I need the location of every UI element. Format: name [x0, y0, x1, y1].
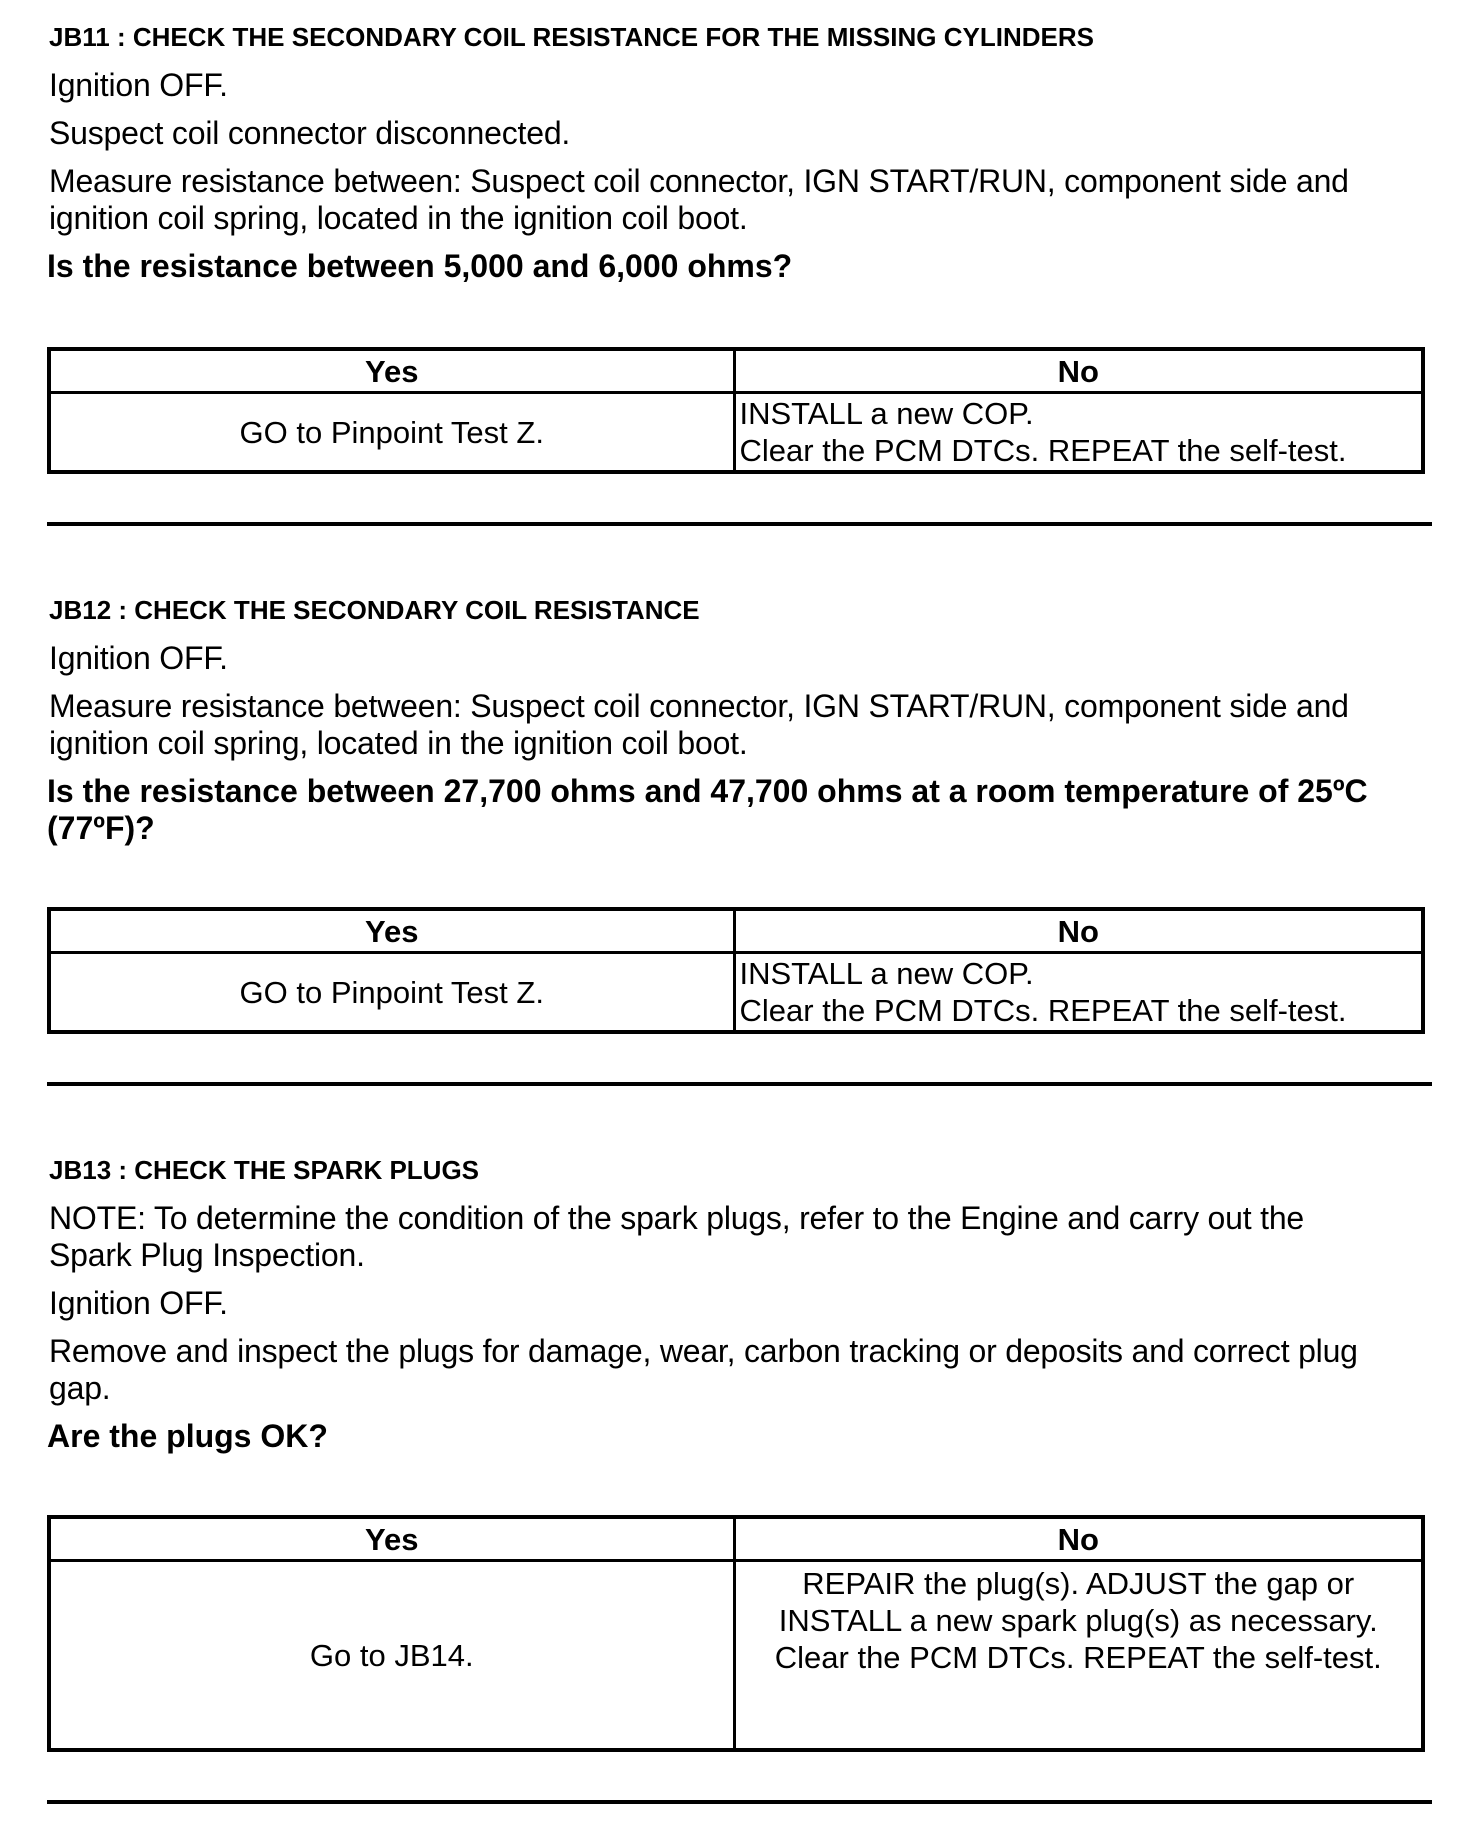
- table-row: [49, 393, 1423, 473]
- no-column-header: No: [734, 1517, 1423, 1561]
- table-header-row: [49, 1517, 1423, 1561]
- no-action-line: REPAIR the plug(s). ADJUST the gap or: [802, 1566, 1355, 1601]
- section-jb12: [47, 595, 1432, 847]
- test-question: Are the plugs OK?: [47, 1418, 328, 1454]
- test-question: Is the resistance between 5,000 and 6,000 ohms?: [47, 248, 793, 284]
- no-action-cell: [734, 953, 1423, 1033]
- yes-column-header: Yes: [49, 909, 734, 953]
- no-column-header: No: [734, 349, 1423, 393]
- section-jb11: [47, 22, 1432, 285]
- test-question: Is the resistance between 27,700 ohms and 47,700 ohms at a room temperature of 25ºC (77ºF)?: [47, 773, 1368, 846]
- yes-column-header: Yes: [49, 1517, 734, 1561]
- no-action-cell: [734, 393, 1423, 473]
- section-divider: [47, 1082, 1432, 1086]
- no-action-line: INSTALL a new spark plug(s) as necessary.: [778, 1603, 1378, 1638]
- table-row: [49, 953, 1423, 1033]
- instruction-paragraph: Ignition OFF.: [49, 67, 228, 103]
- note-paragraph: NOTE: To determine the condition of the spark plugs, refer to the Engine and carry out the Spark Plug Inspection.: [49, 1200, 1305, 1273]
- decision-table-jb11: [47, 347, 1425, 474]
- yes-column-header: Yes: [49, 349, 734, 393]
- no-action-line: INSTALL a new COP.: [739, 396, 1034, 431]
- instruction-paragraph: Suspect coil connector disconnected.: [49, 115, 571, 151]
- table-header-row: [49, 909, 1423, 953]
- yes-action-cell: GO to Pinpoint Test Z.: [49, 953, 734, 1033]
- instruction-paragraph: Measure resistance between: Suspect coil connector, IGN START/RUN, component side and ignition coil spring, located in the ignition coil boot.: [49, 163, 1349, 236]
- instruction-paragraph: Ignition OFF.: [49, 640, 228, 676]
- section-heading: JB11 : CHECK THE SECONDARY COIL RESISTANCE FOR THE MISSING CYLINDERS: [49, 22, 1094, 52]
- instruction-paragraph: Ignition OFF.: [49, 1285, 228, 1321]
- decision-table-jb13: [47, 1515, 1425, 1752]
- decision-table-jb12: [47, 907, 1425, 1034]
- section-heading: JB12 : CHECK THE SECONDARY COIL RESISTANCE: [49, 595, 700, 625]
- no-action-line: INSTALL a new COP.: [739, 956, 1034, 991]
- table-header-row: [49, 349, 1423, 393]
- section-divider: [47, 1800, 1432, 1804]
- yes-action-cell: Go to JB14.: [49, 1561, 734, 1751]
- no-action-line: Clear the PCM DTCs. REPEAT the self-test.: [739, 993, 1347, 1028]
- no-column-header: No: [734, 909, 1423, 953]
- no-action-line: Clear the PCM DTCs. REPEAT the self-test.: [739, 433, 1347, 468]
- section-divider: [47, 522, 1432, 526]
- instruction-paragraph: Remove and inspect the plugs for damage, wear, carbon tracking or deposits and correct plug gap.: [49, 1333, 1358, 1406]
- instruction-paragraph: Measure resistance between: Suspect coil connector, IGN START/RUN, component side and ignition coil spring, located in the ignition coil boot.: [49, 688, 1349, 761]
- no-action-line: Clear the PCM DTCs. REPEAT the self-test.: [774, 1640, 1382, 1675]
- table-row: [49, 1561, 1423, 1751]
- section-jb13: [47, 1155, 1432, 1455]
- section-heading: JB13 : CHECK THE SPARK PLUGS: [49, 1155, 480, 1185]
- no-action-cell: [734, 1561, 1423, 1751]
- yes-action-cell: GO to Pinpoint Test Z.: [49, 393, 734, 473]
